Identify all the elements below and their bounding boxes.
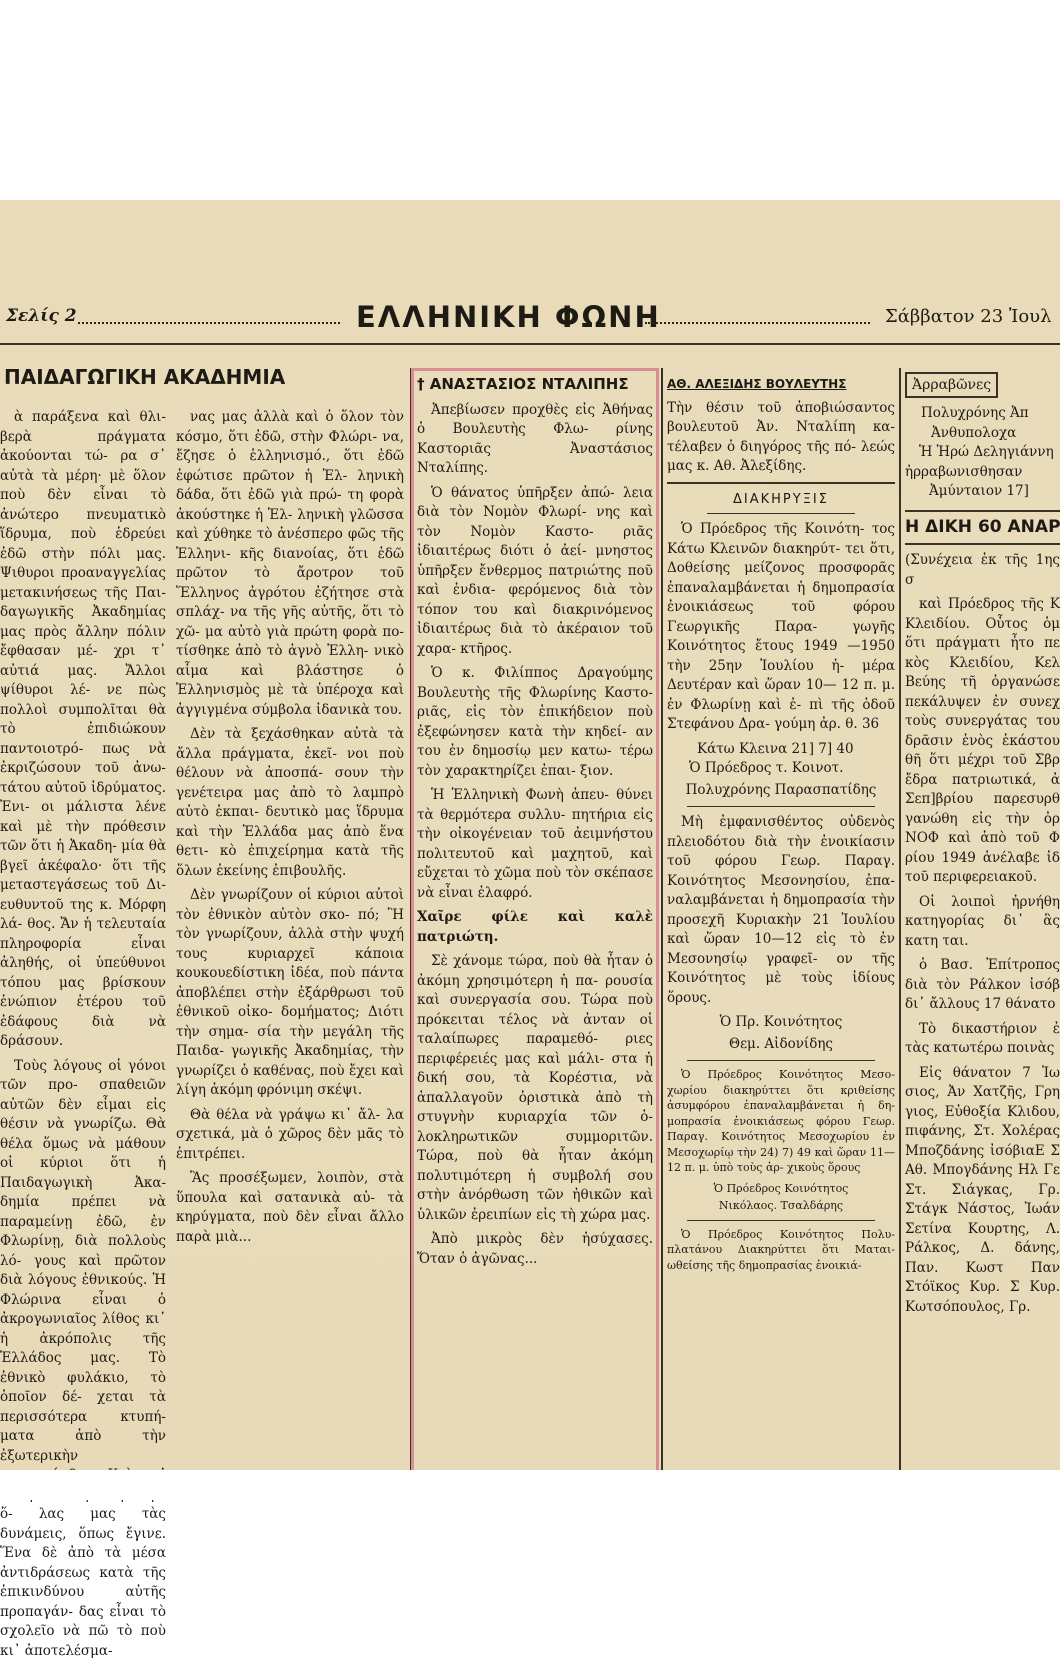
column-notices	[667, 375, 895, 1475]
declaration-signature: Νικόλαος. Τσαλδάρης	[718, 1199, 844, 1212]
trial-paragraph: (Συνέχεια ἐκ τῆς 1ης σ	[905, 552, 1060, 588]
newspaper-title: ΕΛΛΗΝΙΚΗ ΦΩΝΗ	[356, 300, 661, 334]
column-rule	[410, 368, 412, 1473]
declaration-signature-title: Ὁ Πρόεδρος Κοινότητος	[713, 1181, 849, 1195]
declaration-place-date: Κάτω Κλεινα 21] 7] 40	[697, 740, 854, 757]
column-divider	[905, 510, 1060, 512]
notices-divider	[687, 1060, 875, 1061]
declaration-signature-title: Ὁ Πρόεδρος τ. Κοινοτ.	[689, 760, 844, 776]
trial-paragraph: Εἰς θάνατον 7 Ἰω σιος, Ἀν Χατζῆς, Γρη γιος, Εὐθοξία Κλιδου, πιφάνης, Στ. Χολέρας Μποζδάνης ἰσόβιαΕ Σ Αθ. Μπογδάνης Ηλ Γε Στ. Σιάγκας, Γρ. Στάγκ Νάστος, Ἰωάν Σετίνα Κουρτης, Λ. Ράλκος, Δ. δάνης, Παν. Κωστ Παν Στόϊκος Κυρ. Σ Κυρ. Κωτσόπουλος, Γρ.	[905, 1064, 1060, 1315]
headline-academy: ΠΑΙΔΑΓΩΓΙΚΗ ΑΚΑΔΗΜΙΑ	[4, 365, 286, 389]
masthead-rule-right	[645, 322, 870, 324]
obituary-paragraph: Ἡ Ἑλληνικὴ Φωνὴ ἀπευ- θύνει τὰ θερμότερα συλλυ- πητήρια εἰς τὴν οἰκογένειαν τοῦ ἀειμνήστου πολιτευτοῦ καὶ μαχητοῦ, καὶ εὔχεται τὸ χῶμα ποὺ τὸν σκέπασε νὰ εἶναι ἐλαφρό.	[417, 787, 653, 901]
academy-paragraph: Ἂς προσέξωμεν, λοιπὸν, στὰ ὕπουλα καὶ σατανικὰ αὐ- τὰ κηρύγματα, ποὺ δὲν εἶναι ἄλλο παρὰ μιὰ...	[176, 1170, 404, 1245]
engagement-line: Ἀμύνταιον 17]	[929, 483, 1029, 499]
obituary-paragraph: Σὲ χάνομε τώρα, ποὺ θὰ ἦταν ὁ ἀκόμη χρησιμότερη ἡ πα- ρουσία καὶ συνεργασία σου. Τώρα ποὺ πρόκειται τέλος νὰ ἀνταν οἱ ταλαίπωρες παραμεθό- ριες περιφέρειές μας καὶ μάλι- στα ἡ δική σου, τὰ Κορέστια, νὰ ἀπαλλαγοῦν ὁριστικὰ ἀπὸ τὴ στυγνὴν κυριαρχία τῶν ὁ- λοκληρωτικῶν συμμοριτῶν. Τώρα, ποὺ θὰ ἦταν ἀκόμη πολυτιμότερη ἡ συμβολή σου στὴν ἀνόρθωση τῶν ἠθικῶν καὶ ὑλικῶν ἐρειπίων εἰς τὴ χώρα μας.	[417, 953, 653, 1223]
engagement-line: Ἀνθυπολοχα	[931, 424, 1017, 441]
academy-paragraph: Τοὺς λόγους οἱ γόνοι τῶν προ- σπαθειῶν αὐτῶν δὲν εἶμαι εἰς θέσιν νὰ γνωρίζω. Θὰ θέλα ὅμως νὰ μάθουν οἱ κύριοι ὅτι ἡ Παιδαγωγικὴ Ἀκα- δημία πρέπει νὰ παραμείνῃ ἐδῶ, ἐν Φλωρίνῃ, διὰ πολλοὺς λό- γους καὶ πρῶτον διὰ λόγους ἐθνικούς. Ἡ Φλώρινα εἶναι ὁ ἀκρογωνιαῖος λίθος κι᾿ ἡ ἀκρόπολις τῆς Ἑλλάδος μας. Τὸ ἐθνικὸ φυλάκιο, τὸ ὁποῖον δέ- χεται τὰ περισσότερα κτυπή- ματα ἀπὸ τὴν ἐξωτερικὴν ὅ- λας μας τὰς δυνάμεις, ὅπως ἔγινε. Ἕνα δὲ ἀπὸ τὰ μέσα ἀντιδράσεως κατὰ τῆς ἐπικινδύνου αὐτῆς προπαγάν- δας εἶναι τὸ σχολεῖο νὰ πῶ τὸ ποὺ κι᾿ ἀποτελέσμα-	[0, 1057, 166, 1659]
obituary-farewell: Χαῖρε φίλε καὶ καλὲ πατριώτη.	[417, 909, 653, 945]
masthead	[0, 300, 1060, 340]
column-divider	[905, 543, 1060, 545]
notices-divider	[667, 482, 895, 484]
masthead-divider	[0, 343, 1060, 345]
column-rule	[899, 368, 901, 1473]
column-obituary	[417, 375, 653, 1475]
issue-date: Σάββατον 23 Ἰουλ	[885, 306, 1052, 327]
declaration-signature-title: Ὁ Πρ. Κοινότητος	[719, 1014, 843, 1030]
declaration-paragraph: Ὁ Πρόεδρος Κοινότητος Πολυ- πλατάνου Διακηρύττει ὅτι Μαται- ωθείσης τῆς δημοπρασίας ἐνοικιά-	[667, 1227, 895, 1272]
page-margin	[0, 1470, 1060, 1500]
academy-paragraph: Θὰ θέλα νὰ γράψω κι᾿ ἄλ- λα σχετικά, μὰ ὁ χῶρος δὲν μᾶς τὸ ἐπιτρέπει.	[176, 1106, 404, 1162]
masthead-rule-left	[78, 322, 340, 324]
academy-paragraph: Δὲν γνωρίζουν οἱ κύριοι αὐτοὶ τὸν ἐθνικὸν αὐτὸν σκο- πό; Ἢ τὸν γνωρίζουν, ἀλλὰ στὴν ψυχή τους κυριαρχεῖ κάποια κουκουεδίστικη ἰδέα, ποὺ πάντα ἀποβλέπει στὴν ἐξάρθρωσι τοῦ ἐθνικοῦ οἰκο- δομήματος; Διότι τὴν σημα- σία τὴν μεγάλη τῆς Παιδα- γωγικῆς Ἀκαδημίας, τὴν γνωρίζει ὁ καθένας, ποὺ ἔχει καὶ λίγη ἀκόμη φρόνιμη σκέψι.	[176, 887, 404, 1098]
engagement-line: Ἡ Ἡρώ Δεληγιάννη	[919, 444, 1054, 460]
obituary-paragraph: Ἀπὸ μικρὸς δὲν ἡσύχασες. Ὅταν ὁ ἀγῶνας...	[417, 1231, 653, 1267]
column-rule	[661, 368, 663, 1473]
headline-engagements: Ἀρραβῶνες	[905, 372, 998, 398]
engagement-line: ἠρραβωνισθησαν	[905, 463, 1023, 480]
column-academy	[0, 365, 286, 1659]
headline-obituary: † ΑΝΑΣΤΑΣΙΟΣ ΝΤΑΛΙΠΗΣ	[417, 375, 629, 393]
trial-paragraph: ὁ Βασ. Ἐπίτροπος διὰ τὸν Ράλκον ἰσόβ δι᾿ ἄλλους 17 θάνατο	[905, 957, 1060, 1012]
column-academy-continued	[176, 408, 404, 1478]
academy-paragraph: νας μας ἀλλὰ καὶ ὁ ὅλον τὸν κόσμο, ὅτι ἐδῶ, στὴν Φλώρι- να, ἔζησε ὁ ἑλληνισμό., ὅτι ἐδῶ ἐφώτισε πρῶτον ἡ Ἑλ- ληνικὴ δάδα, ὅτι ἐδῶ γιὰ πρώ- τη φορὰ ἀκούστηκε ἡ Ἑλ- ληνικὴ γλῶσσα καὶ χύθηκε τὸ ἀνέσπερο φῶς τῆς Ἑλληνι- κῆς διανοίας, ὅτι ἐδῶ πρῶτον τὸ ἄροτρον τοῦ Ἕλληνος ἀγρότου ἐζήτησε στὰ σπλάχ- να τῆς γῆς αὐτῆς, ὅτι τὸ χῶ- μα αὐτὸ γιὰ πρώτη φορὰ πο- τίσθηκε ἀπὸ τὸ ἁγνὸ Ἑλλη- νικὸ αἷμα καὶ βλάστησε ὁ Ἑλληνισμὸς μὲ τὰ ὑπέροχα καὶ ἀγγιγμένα σύμβολα ἰδανικὰ του.	[176, 409, 404, 718]
notices-divider	[687, 806, 875, 807]
declaration-paragraph: Ὁ Πρόεδρος Κοινότητος Μεσο- χωρίου διακηρύττει ὅτι κριθείσης ἀσυμφόρου ἐπαναλαμβάνεται ἡ δη- μοπρασία ἐνοικιάσεως φόρου Γεωρ. Παραγ. Κοινότητος Μεσοχωρίου ἐν Μεσοχωρίῳ τὴν 24) 7) 49 καὶ ὥραν 11—12 π. μ. ὑπὸ τοὺς ἀρ- χικοὺς ὅρους	[667, 1068, 895, 1174]
trial-paragraph: Τὸ δικαστήριον ἐ τὰς κατωτέρω ποινὰς	[905, 1020, 1060, 1056]
headline-alexidis: ΑΘ. ΑΛΕΞΙΔΗΣ ΒΟΥΛΕΥΤΗΣ	[667, 377, 847, 391]
academy-paragraph: ὰ παράξενα καὶ θλι- βερὰ πράγματα ἀκούονται τώ- ρα σ᾿ αὐτὰ τὰ μέρη· μὲ ὅλον ποὺ δὲν εἶναι τὸ ἀνώτερο πνευματικὸ ἵδρυμα, ποὺ ἑδρεύει ἐδῶ στὴν πόλι μας. Ψιθυροι προαναγγελίας μετακινήσεως τῆς Παι- δαγωγικῆς Ἀκαδημίας μας πρὸς ἄλλην πόλιν ἔφθασαν μέ- χρι τ᾿ αὐτιά μας. Ἄλλοι ψίθυροι λέ- νε πὼς πολλοὶ συμπολῖται θὰ τὸ ἐπιδιώκουν παντοιοτρό- πως νὰ ἐκριζώσουν τοῦ ἀνω- τάτου αὐτοῦ ἱδρύματος. Ἐνι- οι μάλιστα λένε καὶ μὲ τὴν πρόθεσιν τῶν ὅτι ἡ Ἀκαδη- μία θὰ βγεῖ ἀκέφαλο· ὅτι τῆς μεταστεγάσεως τοῦ Δι- ευθυντοῦ της κ. Μόρφη λά- θος. Ἄν ἡ τελευταία πληροφορία εἶναι ἀληθής, οἱ ὑπεύθυνοι τόπου μας βρίσκουν ἐνώπιον ἑτέρου τοῦ ἐδάφους διὰ νὰ δράσουν.	[0, 409, 166, 1049]
notices-divider	[687, 1220, 875, 1221]
page-number: Σελίς 2	[6, 306, 77, 326]
obituary-paragraph: Ὁ θάνατος ὑπῆρξεν ἀπώ- λεια διὰ τὸν Νομὸν Φλωρί- νης καὶ τὸν Νομὸν Καστο- ριᾶς ἰδιαιτέρως διότι ὁ ἀεί- μνηστος ὑπῆρξεν ἔνθερμος πατριώτης ποῦ καὶ ἐνδια- φερόμενος διὰ τὸν τόπον του καὶ διακρινόμενος ἰδιαιτέρως διὰ τὸ ἀκέραιον τοῦ χαρα- κτῆρος.	[417, 484, 653, 657]
trial-paragraph: καὶ Πρόεδρος τῆς Κ Κλειδίου. Οὗτος ὁμ ὅτι πράγματι ἦτο πε κὸς Κλειδίου, Κελ Βεύης τῆ ὀργανώσε πεκάλυψεν ἐν συνεχ τοὺς συνεργάτας του δρᾶσιν ἑνὸς ἑκάστου θῆ ὅτι μέχρι τοῦ Σβρ ἔδρα πατριωτικά, ἀ Σεπ]βρίου παρεσυρθ γανώθη εἰς τὴν ὀρ ΝΟΦ καὶ ἀπὸ τοῦ Φ ρίου 1949 ἀνέλαβε ἰδ τοῦ περιφερειακοῦ.	[905, 596, 1060, 885]
declaration-paragraph: Μὴ ἐμφανισθέντος οὐδενὸς πλειοδότου διὰ τὴν ἐνοικίασιν τοῦ φόρου Γεωρ. Παραγ. Κοινότητος Μεσονησίου, ἐπα- ναλαμβάνεται ἡ δημοπρασία τὴν προσεχῆ Κυριακὴν 21 Ἰουλίου καὶ ὥραν 10—12 εἰς τὸ ἐν Μεσονησίῳ γραφεῖ- ον τῆς Κοινότητος μὲ τοὺς ἰδίους ὅρους.	[667, 814, 895, 1006]
trial-paragraph: Οἱ λοιποὶ ἠρνήθη κατηγορίας δι᾿ ἃς κατη ται.	[905, 893, 1060, 949]
obituary-paragraph: Ἀπεβίωσεν προχθὲς εἰς Ἀθήνας ὁ Βουλευτὴς Φλω- ρίνης Καστοριᾶς Ἀναστάσιος Νταλίπης.	[417, 401, 653, 476]
academy-paragraph: Δὲν τὰ ξεχάσθηκαν αὐτὰ τὰ ἄλλα πράγματα, ἐκεῖ- νοι ποὺ θέλουν νὰ ἀποσπά- σουν τὴν γενέτειρα μας ἀπὸ τὸ λαμπρὸ αὐτὸ ἐκπαι- δευτικὸ μας ἵδρυμα καὶ τὴν Ἑλλάδα μας ἀπὸ ἕνα θετι- κὸ ἐπιχείρημα κατὰ τῆς ὅλων ἐκείνης ἐπιβουλῆς.	[176, 726, 404, 879]
alexidis-paragraph: Τὴν θέσιν τοῦ ἀποβιώσαντος βουλευτοῦ Ἀν. Νταλίπη κα- τέλαβεν ὁ διηγόρος τῆς πό- λεώς μας κ. Αθ. Ἀλεξίδης.	[667, 399, 895, 474]
declaration-paragraph: Ὁ Πρόεδρος τῆς Κοινότη- τος Κάτω Κλεινῶν διακηρύτ- τει ὅτι, Δοθείσης μείζονος προσφορᾶς ἐπαναλαμβάνεται ἡ δημοπρασία ἐνοικιάσεως τοῦ φόρου Γεωργικῆς Παρα- γωγῆς Κοινότητος ἔτους 1949 —1950 τὴν 25ην Ἰουλίου ἡ- μέρα Δευτέραν καὶ ὥραν 10— 12 π. μ. ἐν Φλωρίνῃ καὶ ἐ- πὶ τῆς ὁδοῦ Στεφάνου Δρα- γούμη ἀρ. θ. 36	[667, 521, 895, 732]
declaration-signature: Πολυχρόνης Παρασπατίδης	[685, 781, 877, 798]
column-engagements-trial	[905, 372, 1060, 1472]
declaration-signature: Θεμ. Αἰδονίδης	[729, 1035, 833, 1052]
section-declarations: ΔΙΑΚΗΡΥΞΙΣ	[733, 491, 829, 507]
obituary-paragraph: Ὁ κ. Φιλίππος Δραγούμης Βουλευτὴς τῆς Φλωρίνης Καστο- ριᾶς, εἰς τὸν ἐπικήδειον ποὺ ἐξεφώνησεν κατὰ τὴν κηδεί- αν του ἐν δημοσίῳ μεν κατω- τέρω τὸν χαρακτηρίζει ἐπαι- ξιον.	[417, 665, 653, 779]
section-underline	[707, 513, 855, 514]
headline-trial: Η ΔΙΚΗ 60 ΑΝΑΡ	[905, 516, 1061, 537]
engagement-line: Πολυχρόνης Ἀπ	[921, 405, 1029, 421]
